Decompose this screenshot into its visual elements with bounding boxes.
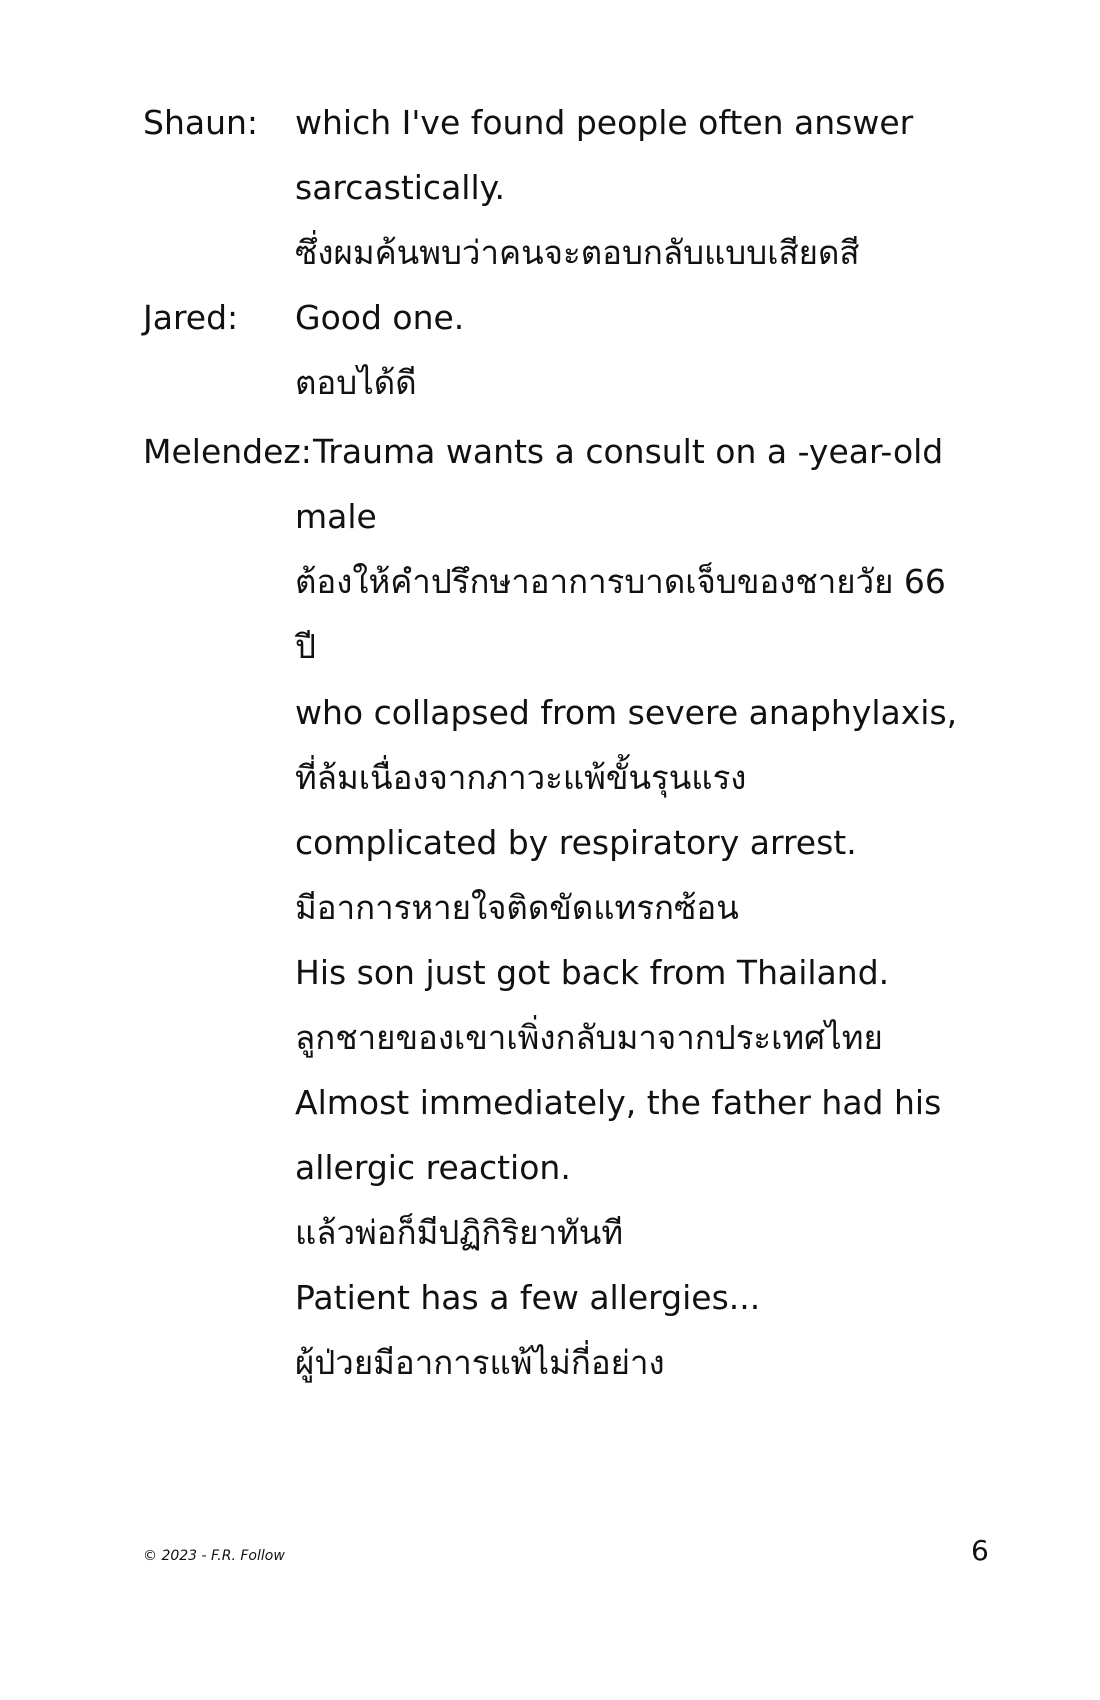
dialogue-line-thai: ปี bbox=[295, 627, 316, 666]
dialogue-line-thai: ซึ่งผมค้นพบว่าคนจะตอบกลับแบบเสียดสี bbox=[295, 233, 860, 272]
dialogue-line: Good one. bbox=[295, 298, 465, 337]
dialogue-line: Trauma wants a consult on a -year-old bbox=[313, 432, 944, 471]
dialogue-line: complicated by respiratory arrest. bbox=[295, 823, 857, 862]
dialogue-line-thai: ตอบได้ดี bbox=[295, 363, 417, 402]
page-number: 6 bbox=[971, 1534, 989, 1567]
speaker-name: Shaun: bbox=[143, 103, 259, 142]
dialogue-line: male bbox=[295, 497, 377, 536]
dialogue-line: Almost immediately, the father had his bbox=[295, 1083, 942, 1122]
dialogue-line: which I've found people often answer bbox=[295, 103, 914, 142]
dialogue-line-thai: ผู้ป่วยมีอาการแพ้ไม่กี่อย่าง bbox=[295, 1343, 665, 1382]
dialogue-line: who collapsed from severe anaphylaxis, bbox=[295, 693, 958, 732]
dialogue-line: sarcastically. bbox=[295, 168, 505, 207]
speaker-name: Melendez: bbox=[143, 432, 312, 471]
dialogue-line-thai: ต้องให้คำปรึกษาอาการบาดเจ็บของชายวัย 66 bbox=[295, 562, 946, 601]
dialogue-line: allergic reaction. bbox=[295, 1148, 571, 1187]
dialogue-line: His son just got back from Thailand. bbox=[295, 953, 890, 992]
dialogue-line-thai: แล้วพ่อก็มีปฏิกิริยาทันที bbox=[295, 1213, 624, 1252]
copyright-notice: © 2023 - F.R. Follow bbox=[143, 1548, 285, 1564]
dialogue-line-thai: มีอาการหายใจติดขัดแทรกซ้อน bbox=[295, 888, 739, 927]
dialogue-line-thai: ลูกชายของเขาเพิ่งกลับมาจากประเทศไทย bbox=[295, 1018, 883, 1057]
dialogue-line: Patient has a few allergies... bbox=[295, 1278, 761, 1317]
speaker-name: Jared: bbox=[143, 298, 239, 337]
dialogue-line-thai: ที่ล้มเนื่องจากภาวะแพ้ขั้นรุนแรง bbox=[295, 758, 747, 797]
